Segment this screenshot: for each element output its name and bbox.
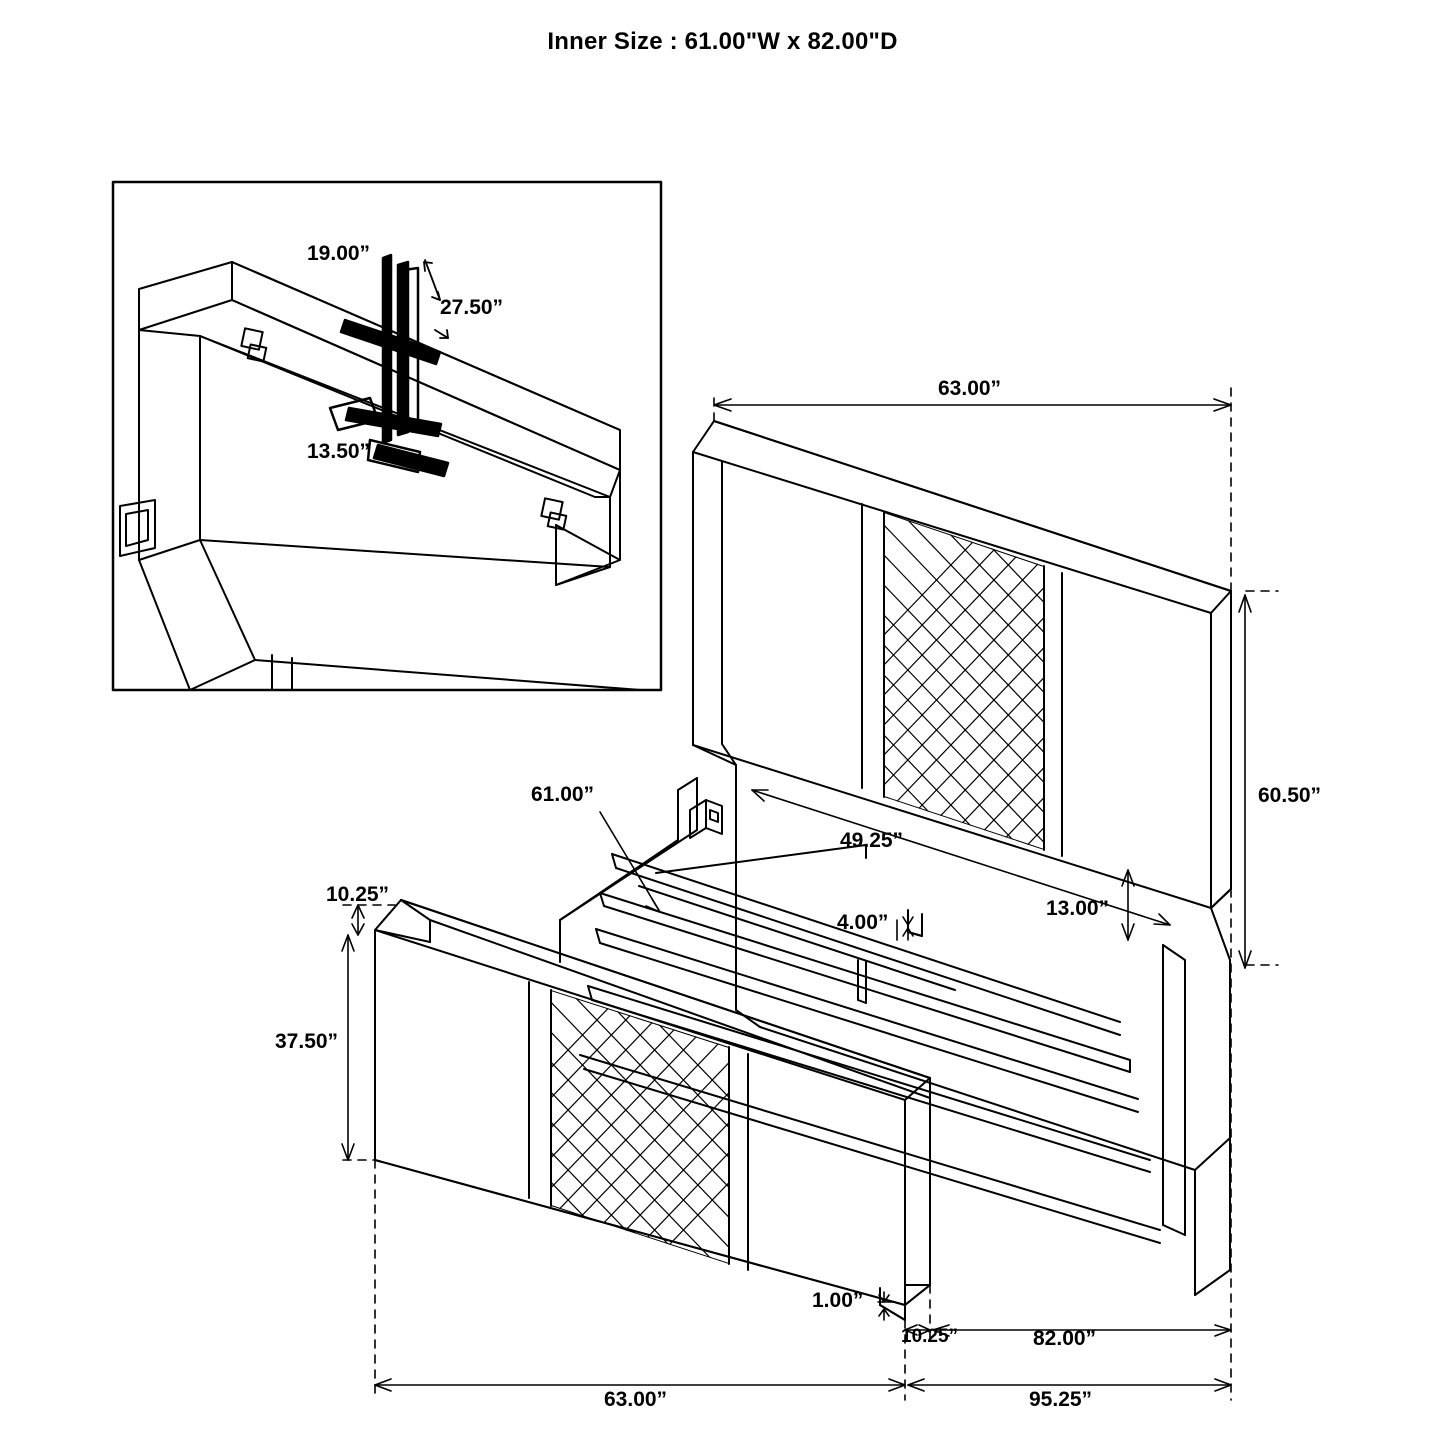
dimension-label-10-25-top: 10.25”: [326, 883, 390, 906]
dimension-label-82: 82.00”: [1033, 1327, 1097, 1350]
dimension-label-19: 19.00”: [307, 242, 371, 265]
dimension-label-63-bottom: 63.00”: [604, 1388, 668, 1411]
dimension-label-61: 61.00”: [531, 783, 595, 806]
dimension-label-37-50: 37.50”: [275, 1030, 339, 1053]
dimension-label-27-50: 27.50”: [440, 296, 504, 319]
dimension-label-4: 4.00”: [837, 911, 889, 934]
dimension-label-13-50: 13.50”: [307, 440, 371, 463]
dimension-label-1: 1.00”: [812, 1289, 864, 1312]
main-headboard: [693, 421, 1231, 1027]
headboard-diamond-panel: [860, 410, 1080, 1020]
main-footboard: [375, 900, 930, 1305]
dimension-label-49-25: 49.25”: [840, 829, 904, 852]
dimension-label-60-50: 60.50”: [1258, 784, 1322, 807]
footboard-diamond-panel: [520, 840, 770, 1410]
dimension-label-10-25-bottom: 10.25”: [901, 1326, 959, 1347]
dimension-label-95-25: 95.25”: [1029, 1388, 1093, 1411]
dimension-label-13: 13.00”: [1046, 897, 1110, 920]
dimension-label-63-top: 63.00”: [938, 377, 1002, 400]
page-title: Inner Size : 61.00"W x 82.00"D: [547, 28, 898, 55]
bed-frame-rails: [560, 778, 1230, 1295]
